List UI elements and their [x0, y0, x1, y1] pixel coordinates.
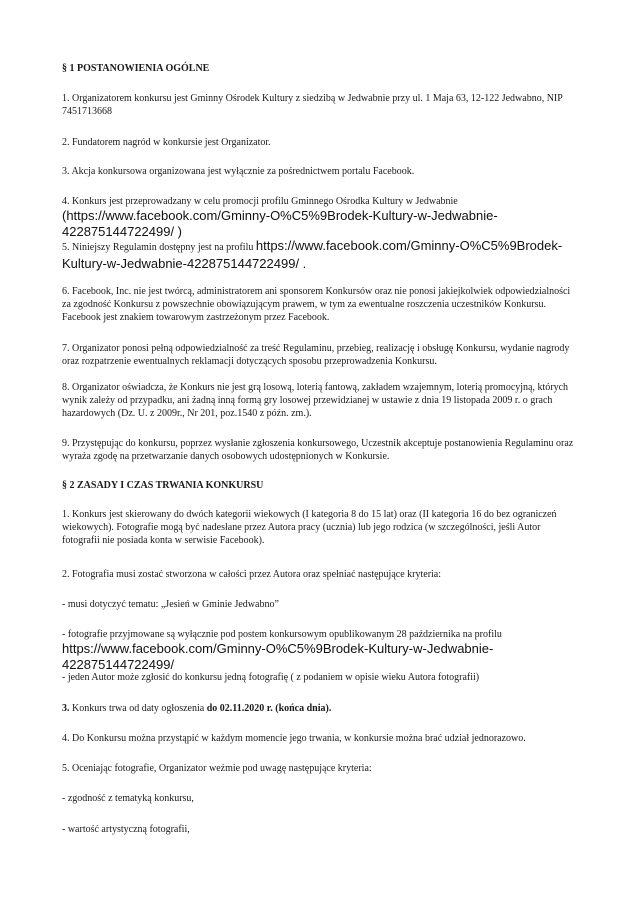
paragraph-1-2: 2. Fundatorem nagród w konkursie jest Organizator. [62, 137, 271, 148]
paragraph-1-7: 7. Organizator ponosi pełną odpowiedzialność za treść Regulaminu, przebieg, realizację i obsługę Konkursu, wydanie nagrody oraz rozpatrzenie ewentualnych reklamacji dotyczących sposobu przeprowadzenia Konkursu. [62, 343, 570, 367]
section-1-heading: § 1 POSTANOWIENIA OGÓLNE [62, 63, 210, 74]
evaluation-criterion-artistic: - wartość artystyczną fotografii, [62, 824, 190, 835]
paragraph-1-5 [62, 238, 578, 274]
criterion-post [62, 628, 578, 673]
evaluation-criterion-topic: - zgodność z tematyką konkursu, [62, 793, 194, 804]
facebook-profile-link[interactable]: https://www.facebook.com/Gminny-O%C5%9Brodek-Kultury-w-Jedwabnie-422875144722499/ [62, 641, 494, 672]
criterion-one-photo: - jeden Autor może zgłosić do konkursu jedną fotografię ( z podaniem w opisie wieku Autora fotografii) [62, 672, 480, 683]
paragraph-2-3-deadline: do 02.11.2020 r. (końca dnia). [206, 703, 332, 714]
criterion-topic: - musi dotyczyć tematu: „Jesień w Gminie Jedwabno” [62, 599, 279, 610]
paragraph-1-8: 8. Organizator oświadcza, że Konkurs nie jest grą losową, loterią fantową, zakładem wzajemnym, loterią promocyjną, których wynik zależy od przypadku, ani żadną inną formą gry losowej przewidzianej w ustawie z dnia 19 listopada 2009 r. o grach hazardowych (Dz. U. z 2009r., Nr 201, poz.1540 z późn. zm.). [62, 382, 569, 419]
paragraph-1-3: 3. Akcja konkursowa organizowana jest wyłącznie za pośrednictwem portalu Facebook. [62, 166, 415, 177]
facebook-profile-link[interactable]: (https://www.facebook.com/Gminny-O%C5%9Brodek-Kultury-w-Jedwabnie-422875144722499/ ) [62, 208, 498, 239]
paragraph-2-4: 4. Do Konkursu można przystąpić w każdym momencie jego trwania, w konkursie można brać udział jednorazowo. [62, 733, 526, 744]
section-2-heading: § 2 ZASADY I CZAS TRWANIA KONKURSU [62, 480, 264, 491]
criterion-post-text: - fotografie przyjmowane są wyłącznie pod postem konkursowym opublikowanym 28 października na profilu [62, 629, 502, 640]
paragraph-2-2: 2. Fotografia musi zostać stworzona w całości przez Autora oraz spełniać następujące kryteria: [62, 569, 442, 580]
paragraph-1-5-text: 5. Niniejszy Regulamin dostępny jest na profilu [62, 242, 256, 253]
paragraph-2-1: 1. Konkurs jest skierowany do dwóch kategorii wiekowych (I kategoria 8 do 15 lat) oraz (II kategoria 16 do bez ograniczeń wiekowych). Fotografie mogą być nadesłane przez Autora pracy (ucznia) lub jego rodzica (w szczególności, jeśli Autor fotografii nie posiada konta w serwisie Facebook). [62, 509, 557, 546]
paragraph-2-3-text: Konkurs trwa od daty ogłoszenia [69, 703, 207, 714]
paragraph-1-9: 9. Przystępując do konkursu, poprzez wysłanie zgłoszenia konkursowego, Uczestnik akceptuje postanowienia Regulaminu oraz wyraża zgodę na przetwarzanie danych osobowych udostępnionych w Konkursie. [62, 438, 574, 462]
paragraph-1-1: 1. Organizatorem konkursu jest Gminny Ośrodek Kultury z siedzibą w Jedwabnie przy ul. 1 Maja 63, 12-122 Jedwabno, NIP 7451713668 [62, 93, 563, 117]
paragraph-2-3-number: 3. [62, 703, 70, 714]
facebook-profile-link[interactable]: https://www.facebook.com/Gminny-O%C5%9Brodek-Kultury-w-Jedwabnie-422875144722499/ . [62, 238, 563, 271]
paragraph-2-5: 5. Oceniając fotografie, Organizator weźmie pod uwagę następujące kryteria: [62, 763, 372, 774]
paragraph-1-4 [62, 195, 578, 240]
paragraph-2-3 [62, 702, 578, 715]
paragraph-1-6: 6. Facebook, Inc. nie jest twórcą, administratorem ani sponsorem Konkursów oraz nie ponosi jakiejkolwiek odpowiedzialności za zgodność Konkursu z powszechnie obowiązującym prawem, w tym za ewentualne roszczenia uczestników Konkursu. Facebook jest znakiem towarowym zastrzeżonym przez Facebook. [62, 286, 571, 323]
paragraph-1-4-text: 4. Konkurs jest przeprowadzany w celu promocji profilu Gminnego Ośrodka Kultury w Jedwabnie [62, 196, 458, 207]
